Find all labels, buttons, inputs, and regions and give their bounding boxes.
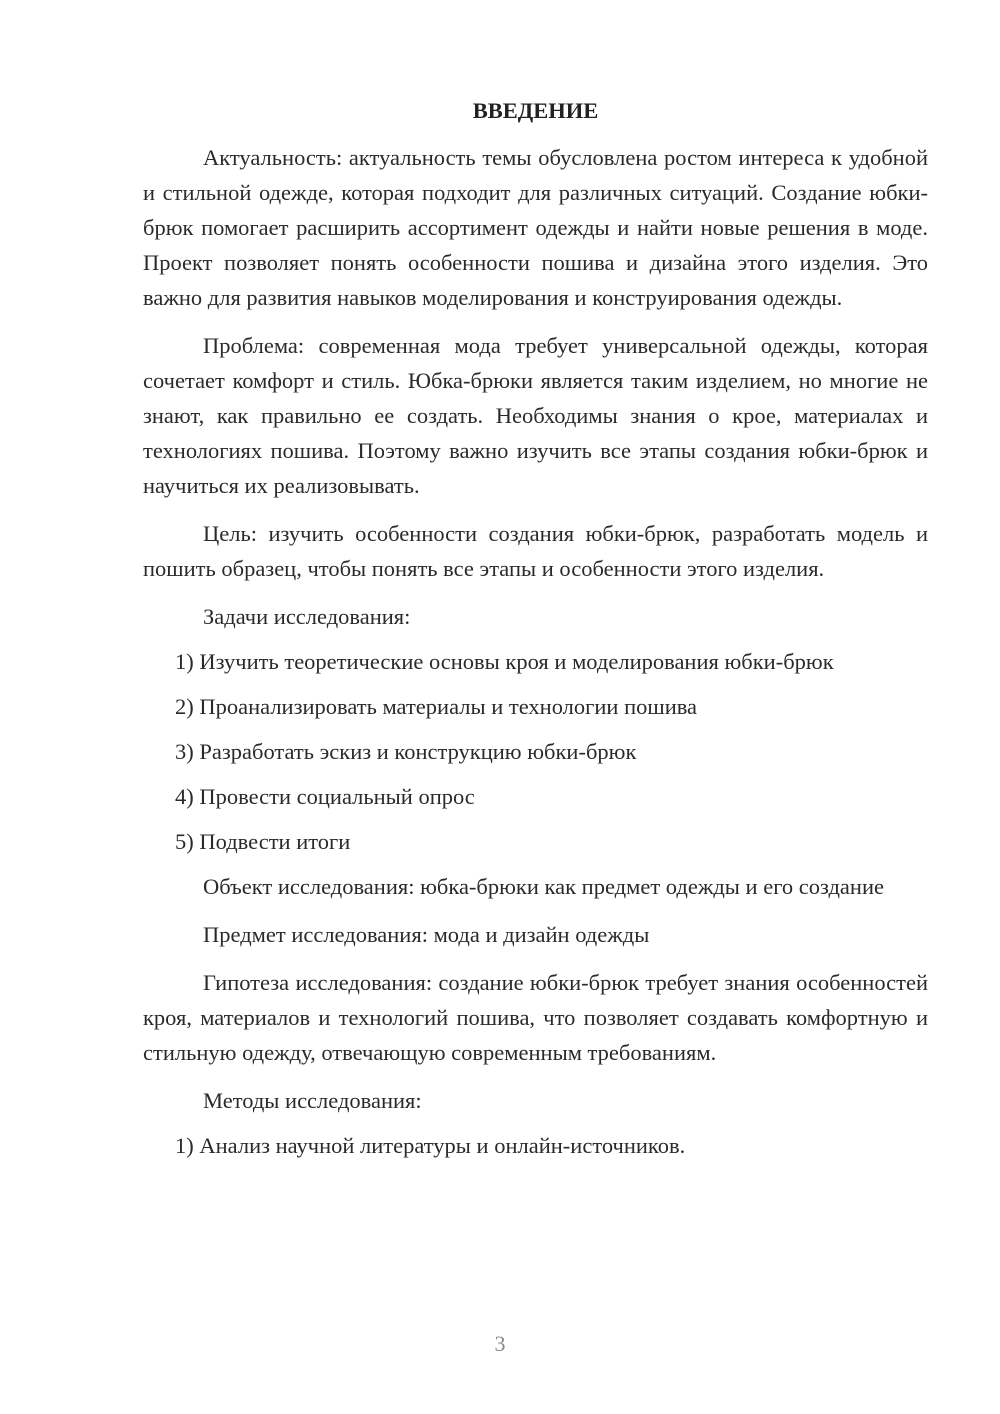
page-content [143,93,928,1173]
tasks-list [143,644,928,859]
methods-heading: Методы исследования: [203,1088,422,1113]
hypothesis-paragraph: Гипотеза исследования: создание юбки-брюк требует знания особенностей кроя, материалов и технологий пошива, что позволяет создавать комфортную и стильную одежду, отвечающую современным требованиям. [143,970,928,1065]
task-item: 2) Проанализировать материалы и технологии пошива [175,694,698,719]
task-item: 3) Разработать эскиз и конструкцию юбки-брюк [175,739,637,764]
problem-paragraph: Проблема: современная мода требует универсальной одежды, которая сочетает комфорт и стиль. Юбка-брюки является таким изделием, но многие не знают, как правильно ее создать. Необходимы знания о крое, материалах и технологиях пошива. Поэтому важно изучить все этапы создания юбки-брюк и научиться их реализовывать. [143,333,928,498]
task-item: 1) Изучить теоретические основы кроя и моделирования юбки-брюк [175,649,834,674]
method-item: 1) Анализ научной литературы и онлайн-источников. [175,1133,686,1158]
task-item: 4) Провести социальный опрос [175,784,475,809]
object-paragraph: Объект исследования: юбка-брюки как предмет одежды и его создание [203,874,884,899]
tasks-heading: Задачи исследования: [203,604,411,629]
goal-paragraph: Цель: изучить особенности создания юбки-брюк, разработать модель и пошить образец, чтобы понять все этапы и особенности этого изделия. [143,521,928,581]
methods-list [143,1128,928,1163]
subject-paragraph: Предмет исследования: мода и дизайн одежды [203,922,650,947]
task-item: 5) Подвести итоги [175,829,351,854]
section-title: ВВЕДЕНИЕ [472,98,599,123]
relevance-paragraph: Актуальность: актуальность темы обусловлена ростом интереса к удобной и стильной одежде, которая подходит для различных ситуаций. Создание юбки-брюк помогает расширить ассортимент одежды и найти новые решения в моде. Проект позволяет понять особенности пошива и дизайна этого изделия. Это важно для развития навыков моделирования и конструирования одежды. [143,145,928,310]
page-number: 3 [494,1331,506,1356]
